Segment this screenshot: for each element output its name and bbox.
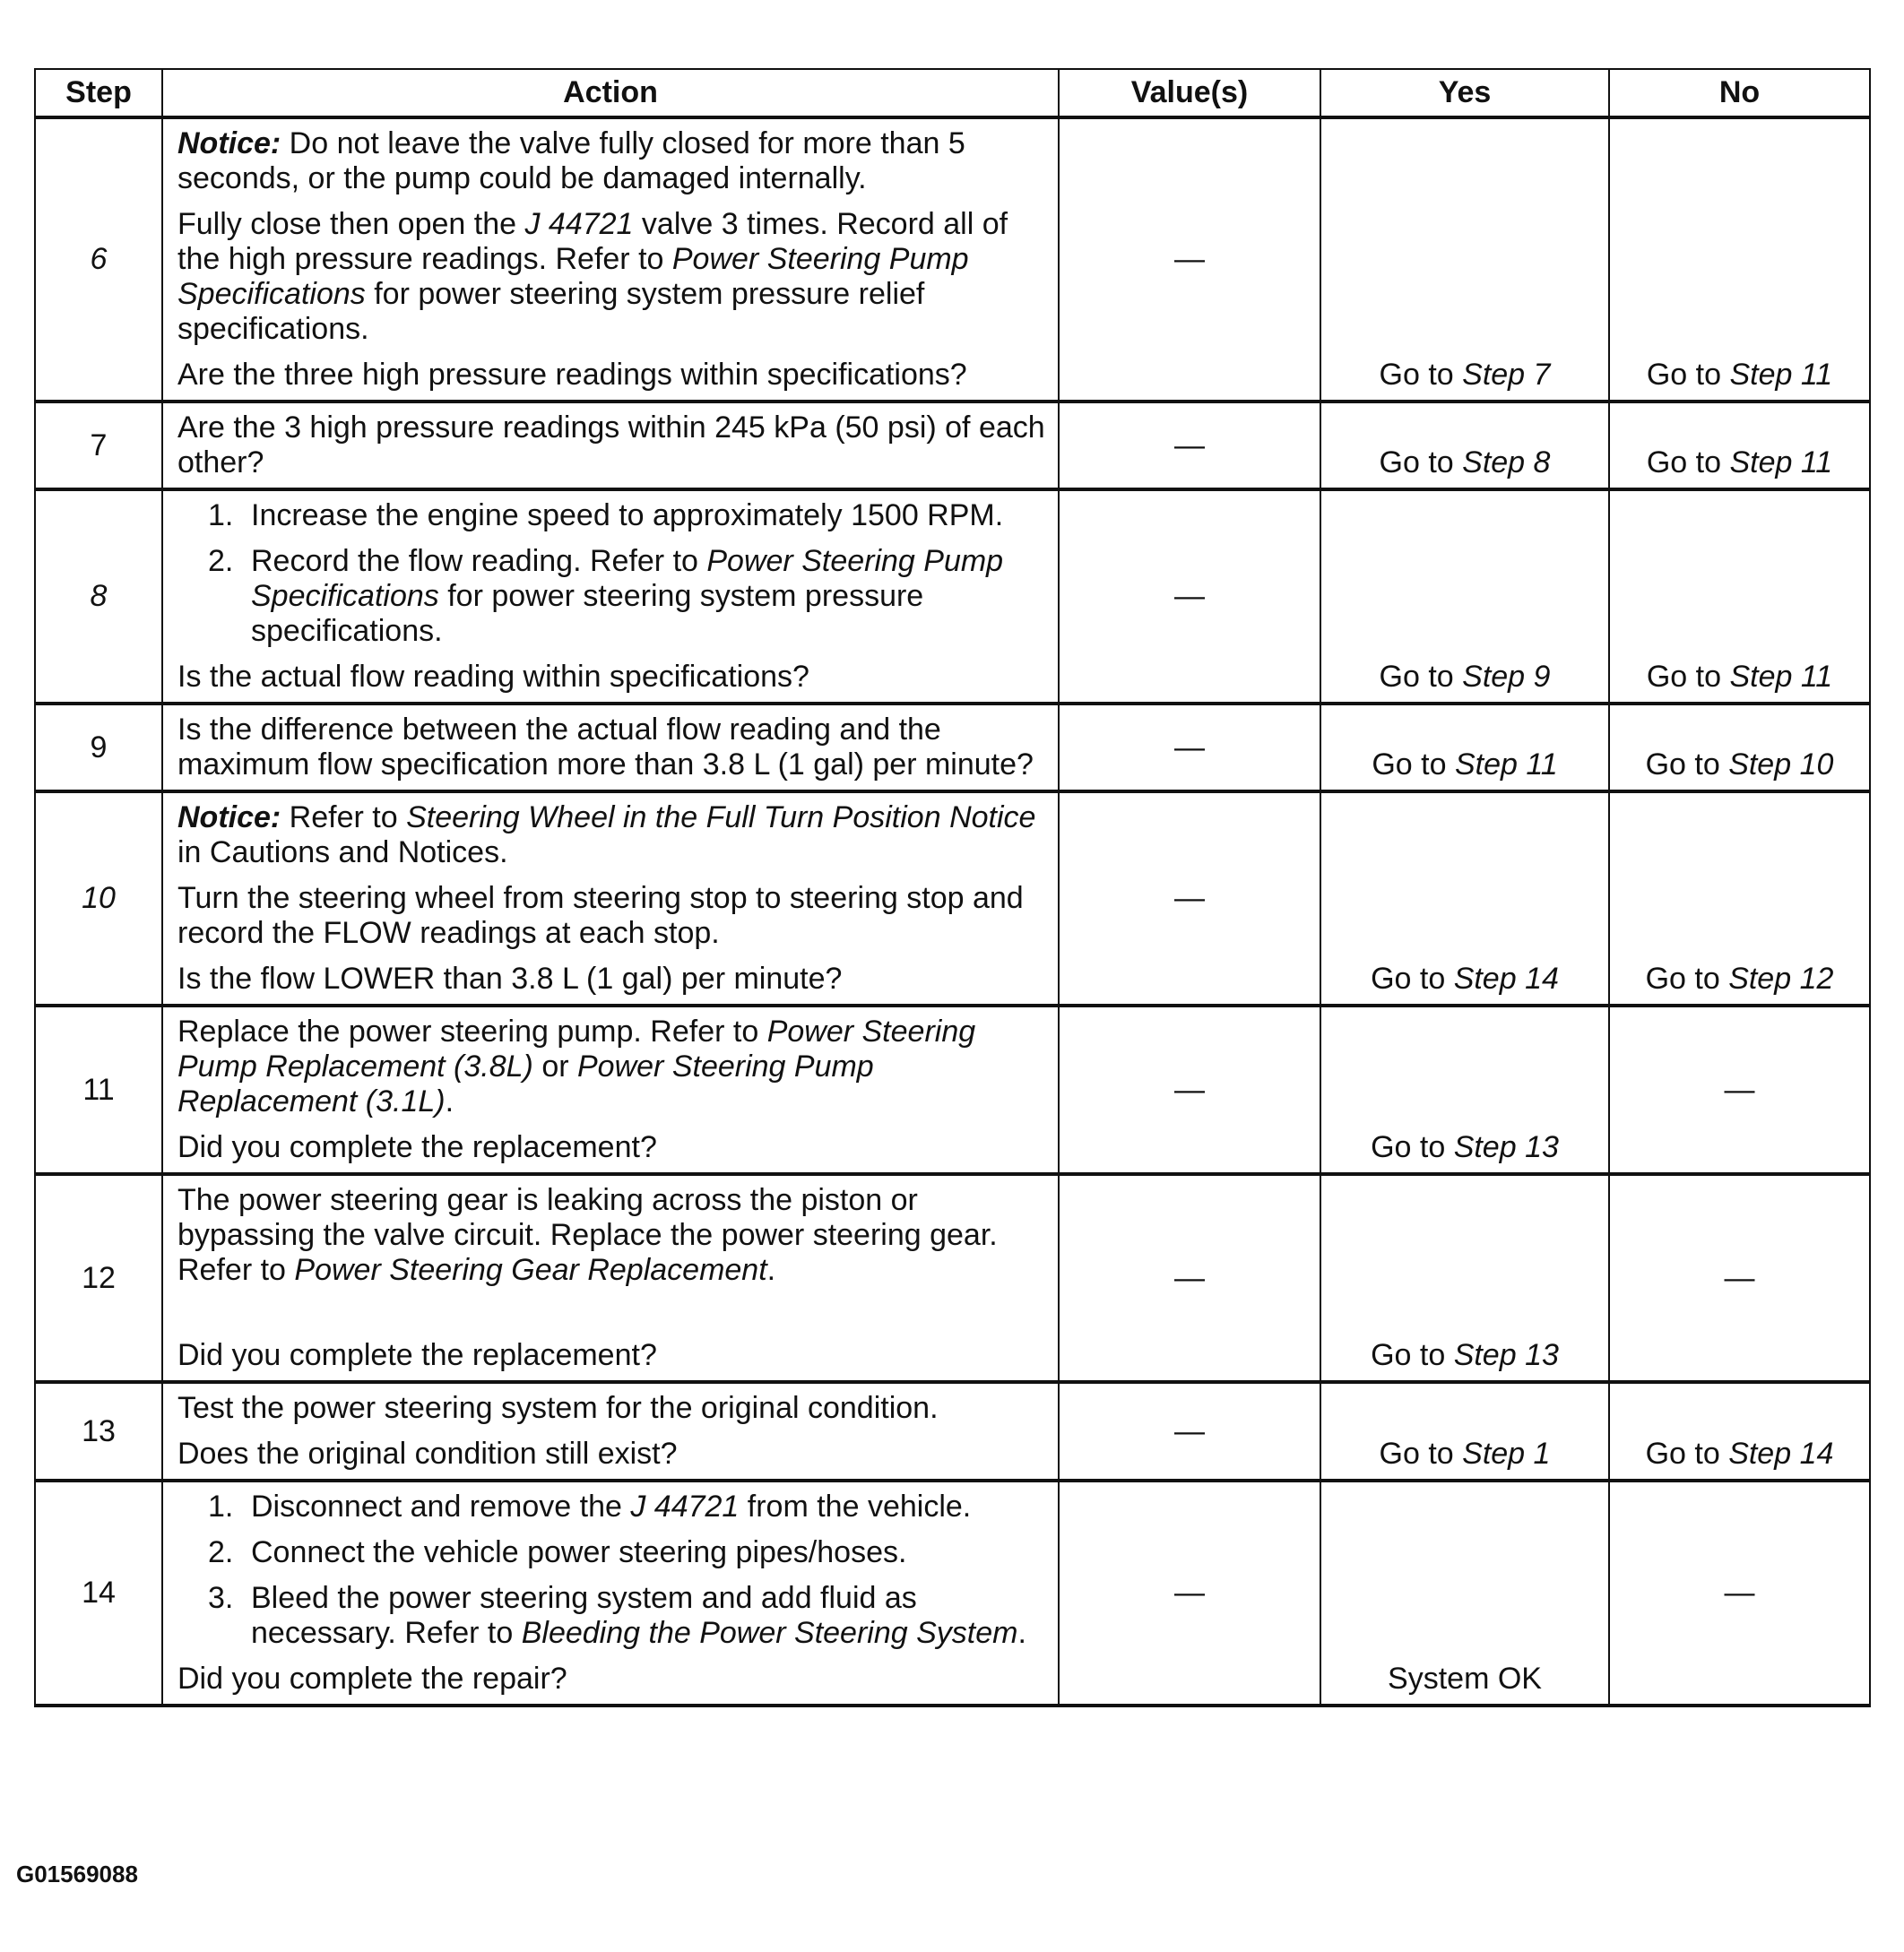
result-text: System OK	[1388, 1662, 1542, 1696]
header-yes: Yes	[1320, 69, 1609, 117]
step-number: 9	[35, 704, 162, 791]
goto-prefix: Go to	[1646, 660, 1730, 694]
yes-cell	[1320, 117, 1609, 402]
table-body	[35, 117, 1870, 1706]
no-cell	[1609, 791, 1870, 1006]
no-step-link: Step 11	[1729, 358, 1833, 392]
text-span: Does the original condition still exist?	[177, 1437, 678, 1471]
step-number: 12	[35, 1174, 162, 1382]
step-number: 13	[35, 1382, 162, 1481]
table-row	[35, 489, 1870, 704]
yes-cell	[1320, 791, 1609, 1006]
text-span: valve 3 times. Record all of the high pressure readings. Refer to	[177, 207, 1008, 276]
reference-text: Power Steering Pump Replacement (3.1L)	[177, 1049, 874, 1119]
diagnostic-table	[34, 68, 1871, 1707]
text-span: Are the three high pressure readings within specifications?	[177, 358, 967, 392]
goto-prefix: Go to	[1379, 445, 1463, 479]
goto-prefix: Go to	[1371, 962, 1454, 996]
text-span: or	[532, 1049, 577, 1084]
goto-prefix: Go to	[1379, 660, 1463, 694]
yes-cell	[1320, 1006, 1609, 1174]
text-span: Is the difference between the actual flow reading and the maximum flow specification more than 3.8 L (1 gal) per minute?	[177, 713, 1034, 782]
yes-step-link: Step 7	[1462, 358, 1551, 392]
header-no: No	[1609, 69, 1870, 117]
no-step-link: Step 11	[1729, 660, 1833, 694]
figure-id: G01569088	[16, 1861, 138, 1887]
step-number: 10	[35, 791, 162, 1006]
text-span: for power steering system pressure relief specifications.	[177, 277, 925, 346]
action-paragraph	[177, 713, 1045, 782]
yes-step-link: Step 1	[1462, 1437, 1551, 1471]
action-paragraph	[177, 881, 1045, 951]
text-span: Fully close then open the	[177, 207, 525, 241]
action-paragraph	[177, 1130, 1045, 1165]
item-number: 2.	[208, 544, 234, 578]
table-row	[35, 1382, 1870, 1481]
value-cell: —	[1059, 1174, 1320, 1382]
item-number: 2.	[208, 1535, 234, 1569]
action-cell	[162, 704, 1059, 791]
action-paragraph	[177, 1338, 1045, 1373]
yes-step-link: Step 11	[1454, 747, 1558, 782]
action-cell	[162, 1481, 1059, 1706]
step-number: 6	[35, 117, 162, 402]
text-span: Increase the engine speed to approximately 1500 RPM.	[251, 498, 1004, 532]
value-cell: —	[1059, 704, 1320, 791]
text-span: .	[766, 1253, 776, 1287]
goto-prefix: Go to	[1645, 962, 1729, 996]
action-paragraph	[177, 1662, 1045, 1697]
action-steps-list	[177, 498, 1045, 649]
reference-text: J 44721	[524, 207, 634, 241]
value-cell: —	[1059, 1382, 1320, 1481]
text-span: Replace the power steering pump. Refer to	[177, 1015, 767, 1049]
action-paragraph	[177, 207, 1045, 347]
action-cell	[162, 402, 1059, 489]
value-cell: —	[1059, 489, 1320, 704]
text-span: Record the flow reading. Refer to	[251, 544, 707, 578]
text-span: Are the 3 high pressure readings within 245 kPa (50 psi) of each other?	[177, 410, 1045, 479]
goto-prefix: Go to	[1379, 358, 1463, 392]
text-span: Is the flow LOWER than 3.8 L (1 gal) per minute?	[177, 962, 843, 996]
text-span: .	[445, 1084, 454, 1119]
action-paragraph	[177, 410, 1045, 480]
table-row	[35, 1174, 1870, 1382]
text-span: in Cautions and Notices.	[177, 835, 508, 869]
table-row	[35, 1006, 1870, 1174]
no-cell	[1609, 704, 1870, 791]
action-paragraph	[177, 1437, 1045, 1472]
no-cell	[1609, 117, 1870, 402]
text-span: Did you complete the replacement?	[177, 1130, 657, 1164]
goto-prefix: Go to	[1371, 1130, 1454, 1164]
header-values: Value(s)	[1059, 69, 1320, 117]
goto-prefix: Go to	[1645, 747, 1729, 782]
text-span: Do not leave the valve fully closed for more than 5 seconds, or the pump could be damaged internally.	[177, 126, 965, 195]
no-cell	[1609, 1174, 1870, 1382]
text-span: Bleed the power steering system and add fluid as necessary. Refer to	[251, 1581, 917, 1650]
empty-dash: —	[1724, 1576, 1755, 1610]
no-cell	[1609, 1382, 1870, 1481]
yes-cell	[1320, 1174, 1609, 1382]
action-paragraph	[177, 800, 1045, 870]
action-paragraph	[177, 1391, 1045, 1426]
header-row	[35, 69, 1870, 117]
reference-text: Bleeding the Power Steering System	[521, 1616, 1018, 1650]
step-number: 8	[35, 489, 162, 704]
yes-cell	[1320, 704, 1609, 791]
no-step-link: Step 12	[1728, 962, 1834, 996]
text-span: from the vehicle.	[739, 1490, 972, 1524]
reference-text: J 44721	[630, 1490, 740, 1524]
text-span: Is the actual flow reading within specifications?	[177, 660, 809, 694]
goto-prefix: Go to	[1645, 1437, 1729, 1471]
yes-step-link: Step 9	[1462, 660, 1551, 694]
action-cell	[162, 489, 1059, 704]
action-paragraph	[177, 962, 1045, 997]
action-paragraph	[177, 126, 1045, 196]
action-paragraph	[177, 1015, 1045, 1119]
value-cell: —	[1059, 117, 1320, 402]
reference-text: Power Steering Pump Specifications	[177, 242, 969, 311]
no-step-link: Step 10	[1728, 747, 1834, 782]
goto-prefix: Go to	[1379, 1437, 1463, 1471]
item-number: 1.	[208, 1490, 234, 1524]
no-cell	[1609, 402, 1870, 489]
action-steps-list	[177, 1490, 1045, 1651]
goto-prefix: Go to	[1372, 747, 1455, 782]
text-span: Connect the vehicle power steering pipes/hoses.	[251, 1535, 907, 1569]
notice-label: Notice:	[177, 126, 281, 160]
header-action: Action	[162, 69, 1059, 117]
empty-dash: —	[1724, 1260, 1755, 1295]
notice-label: Notice:	[177, 800, 281, 834]
header-step: Step	[35, 69, 162, 117]
action-step-item	[177, 1490, 1045, 1524]
step-number: 14	[35, 1481, 162, 1706]
yes-cell	[1320, 1382, 1609, 1481]
action-step-item	[177, 498, 1045, 533]
no-step-link: Step 14	[1728, 1437, 1834, 1471]
action-cell	[162, 1174, 1059, 1382]
goto-prefix: Go to	[1646, 358, 1730, 392]
text-span: Disconnect and remove the	[251, 1490, 631, 1524]
table-row	[35, 402, 1870, 489]
action-paragraph	[177, 1183, 1045, 1288]
table-row	[35, 1481, 1870, 1706]
text-span: Turn the steering wheel from steering stop to steering stop and record the FLOW readings at each stop.	[177, 881, 1024, 950]
text-span: .	[1017, 1616, 1026, 1650]
no-step-link: Step 11	[1729, 445, 1833, 479]
action-cell	[162, 1006, 1059, 1174]
reference-text: Power Steering Gear Replacement	[294, 1253, 767, 1287]
item-number: 3.	[208, 1581, 234, 1615]
table-row	[35, 117, 1870, 402]
no-cell	[1609, 489, 1870, 704]
action-paragraph	[177, 358, 1045, 393]
action-step-item	[177, 1581, 1045, 1651]
step-number: 11	[35, 1006, 162, 1174]
action-cell	[162, 117, 1059, 402]
goto-prefix: Go to	[1371, 1338, 1454, 1372]
no-cell	[1609, 1006, 1870, 1174]
yes-cell	[1320, 489, 1609, 704]
text-span: Test the power steering system for the original condition.	[177, 1391, 939, 1425]
text-span: Refer to	[281, 800, 407, 834]
reference-text: Steering Wheel in the Full Turn Position Notice	[406, 800, 1036, 834]
goto-prefix: Go to	[1646, 445, 1730, 479]
yes-step-link: Step 13	[1453, 1130, 1559, 1164]
value-cell: —	[1059, 1481, 1320, 1706]
action-paragraph	[177, 660, 1045, 695]
action-step-item	[177, 1535, 1045, 1570]
item-number: 1.	[208, 498, 234, 532]
table-row	[35, 704, 1870, 791]
yes-step-link: Step 13	[1453, 1338, 1559, 1372]
value-cell: —	[1059, 791, 1320, 1006]
action-spacer	[177, 1299, 1045, 1338]
reference-text: Power Steering Pump Specifications	[251, 544, 1004, 613]
yes-step-link: Step 8	[1462, 445, 1551, 479]
text-span: The power steering gear is leaking across the piston or bypassing the valve circuit. Replace the power steering gear. Refer to	[177, 1183, 998, 1287]
no-cell	[1609, 1481, 1870, 1706]
value-cell: —	[1059, 1006, 1320, 1174]
table-row	[35, 791, 1870, 1006]
step-number: 7	[35, 402, 162, 489]
text-span: Did you complete the repair?	[177, 1662, 567, 1696]
text-span: for power steering system pressure specifications.	[251, 579, 924, 648]
value-cell: —	[1059, 402, 1320, 489]
yes-step-link: Step 14	[1453, 962, 1559, 996]
yes-cell	[1320, 402, 1609, 489]
action-cell	[162, 791, 1059, 1006]
reference-text: Power Steering Pump Replacement (3.8L)	[177, 1015, 976, 1084]
action-cell	[162, 1382, 1059, 1481]
action-step-item	[177, 544, 1045, 649]
text-span: Did you complete the replacement?	[177, 1338, 657, 1372]
yes-cell	[1320, 1481, 1609, 1706]
empty-dash: —	[1724, 1072, 1755, 1107]
